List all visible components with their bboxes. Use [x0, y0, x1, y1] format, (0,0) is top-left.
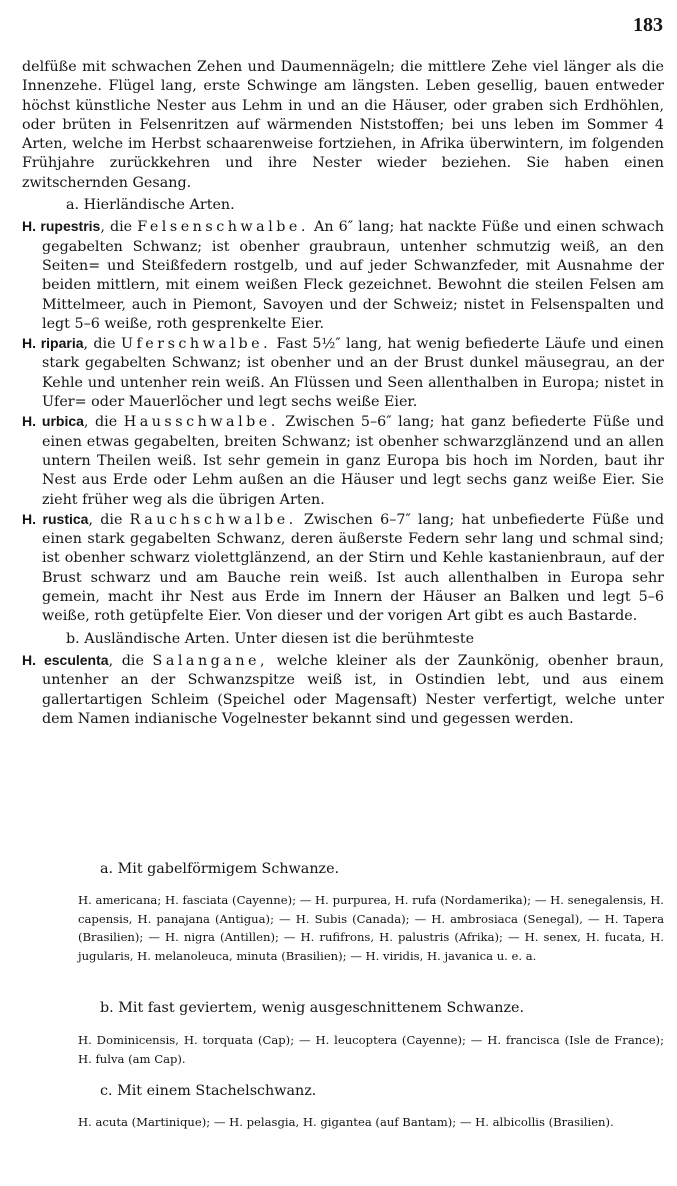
- species-common-name: Felsenschwalbe.: [137, 219, 309, 236]
- species-description: Zwischen 5–6″ lang; hat ganz befiederte Füße und einen etwas gegabelten, breiten Schwanz; ist obenher schwarzglänzend und an allen untern Theilen weiß. Ist sehr gemein in ganz Europa bis hoch im Norden, baut ihr Nest aus Erde oder Lehm außen an die Häuser und legt sechs ganz weiße Eier. Sie zieht früher weg als die übrigen Arten.: [42, 414, 664, 508]
- species-latin-name: H. urbica: [22, 413, 84, 430]
- species-description: An 6″ lang; hat nackte Füße und einen schwach gegabelten Schwanz; ist obenher graubraun, untenher schmutzig weiß, an den Seiten= und Steißfedern rostgelb, und auf jeder Schwanzfeder, mit Ausnahme der beiden mittlern, mit einem weißen Fleck gezeichnet. Bewohnt die steilen Felsen am Mittelmeer, auch in Piemont, Savoyen und der Schweiz; nistet in Felsenspalten und legt 5–6 weiße, roth gesprenkelte Eier.: [42, 219, 664, 332]
- page-number: 183: [633, 14, 663, 36]
- species-common-name: Salangane,: [152, 652, 269, 669]
- subsection-list-forked: H. americana; H. fasciata (Cayenne); — H. purpurea, H. rufa (Nordamerika); — H. senegalensis, H. capensis, H. panajana (Antigua); — H. Subis (Canada); — H. ambrosiaca (Senegal), — H. Tapera (Brasilien); — H. nigra (Antillen); — H. rufifrons, H. palustris (Afrika); — H. senex, H. fucata, H. jugularis, H. melanoleuca, minuta (Brasilien); — H. viridis, H. javanica u. e. a.: [78, 893, 664, 963]
- subsection-heading-square: b. Mit fast geviertem, wenig ausgeschnittenem Schwanze.: [100, 1000, 525, 1016]
- subsection-heading-spiny: c. Mit einem Stachelschwanz.: [100, 1083, 317, 1099]
- species-common-name: Uferschwalbe.: [120, 336, 272, 353]
- species-description: Zwischen 6–7″ lang; hat unbefiederte Füße und einen stark gegabelten Schwanz, deren äußerste Federn sehr lang und schmal sind; ist obenher schwarz violettglänzend, an der Stirn und Kehle kastanienbraun, auf der Brust schwarz und am Bauche rein weiß. Ist auch allenthalben in Europa sehr gemein, macht ihr Nest aus Erde im Innern der Häuser an Balken und legt 5–6 weiße, roth getüpfelte Eier. Von dieser und der vorigen Art gibt es auch Bastarde.: [42, 511, 664, 625]
- species-entry: H. rustica, die Rauchschwalbe. Zwischen 6–7″ lang; hat unbefiederte Füße und einen stark gegabelten Schwanz, deren äußerste Federn sehr lang und schmal sind; ist obenher schwarz violettglänzend, an der Stirn und Kehle kastanienbraun, auf der Brust schwarz und am Bauche rein weiß. Ist auch allenthalben in Europa sehr gemein, macht ihr Nest aus Erde im Innern der Häuser an Balken und legt 5–6 weiße, roth getüpfelte Eier. Von dieser und der vorigen Art gibt es auch Bastarde.: [22, 510, 664, 625]
- species-description: Fast 5½″ lang, hat wenig befiederte Läufe und einen stark gegabelten Schwanz; ist obenher und an der Brust dunkel mäusegrau, an der Kehle und untenher rein weiß. An Flüssen und Seen allenthalben in Europa; nistet in Ufer= oder Mauerlöcher und legt sechs weiße Eier.: [42, 336, 664, 411]
- species-entry-esculenta: H. esculenta, die Salangane, welche kleiner als der Zaunkönig, obenher braun, untenher an der Schwanzspitze weiß ist, in Ostindien lebt, und aus einem gallertartigen Schleim (Speichel oder Magensaft) Nester verfertigt, welche unter dem Namen indianische Vogelnester bekannt sind und gegessen werden.: [22, 651, 664, 727]
- species-common-name: Rauchschwalbe.: [129, 511, 297, 528]
- section-heading-native: a. Hierländische Arten.: [66, 197, 235, 214]
- intro-paragraph: delfüße mit schwachen Zehen und Daumennägeln; die mittlere Zehe viel länger als die Innenzehe. Flügel lang, erste Schwinge am längsten. Leben gesellig, bauen entweder höchst künstliche Nester aus Lehm in und an die Häuser, oder graben sich Erdhöhlen, oder brüten in Felsenritzen auf wärmenden Niststoffen; bei uns leben im Sommer 4 Arten, welche im Herbst schaarenweise fortziehen, in Afrika überwintern, im folgenden Frühjahre zurückkehren und ihre Nester wieder beziehen. Sie haben einen zwitschernden Gesang.: [22, 59, 664, 191]
- species-latin-name: H. rupestris: [22, 218, 101, 235]
- species-description: welche kleiner als der Zaunkönig, obenher braun, untenher an der Schwanzspitze weiß ist, in Ostindien lebt, und aus einem gallertartigen Schleim (Speichel oder Magensaft) Nester verfertigt, welche unter dem Namen indianische Vogelnester bekannt sind und gegessen werden.: [42, 652, 664, 727]
- species-entry: H. urbica, die Hausschwalbe. Zwischen 5–6″ lang; hat ganz befiederte Füße und einen etwas gegabelten, breiten Schwanz; ist obenher schwarzglänzend und an allen untern Theilen weiß. Ist sehr gemein in ganz Europa bis hoch im Norden, baut ihr Nest aus Erde oder Lehm außen an die Häuser und legt sechs ganz weiße Eier. Sie zieht früher weg als die übrigen Arten.: [22, 413, 664, 508]
- subsection-list-square: H. Dominicensis, H. torquata (Cap); — H. leucoptera (Cayenne); — H. francisca (Isle de France); H. fulva (am Cap).: [78, 1033, 664, 1066]
- species-latin-name: H. esculenta: [22, 651, 109, 668]
- main-text: [22, 58, 664, 729]
- species-latin-name: H. rustica: [22, 510, 89, 527]
- species-latin-name: H. riparia: [22, 335, 84, 352]
- species-entry: H. riparia, die Uferschwalbe. Fast 5½″ lang, hat wenig befiederte Läufe und einen stark gegabelten Schwanz; ist obenher und an der Brust dunkel mäusegrau, an der Kehle und untenher rein weiß. An Flüssen und Seen allenthalben in Europa; nistet in Ufer= oder Mauerlöcher und legt sechs weiße Eier.: [22, 335, 664, 411]
- subsection-heading-forked: a. Mit gabelförmigem Schwanze.: [100, 861, 340, 877]
- section-heading-foreign: b. Ausländische Arten. Unter diesen ist die berühmteste: [66, 630, 475, 647]
- species-entry: H. rupestris, die Felsenschwalbe. An 6″ lang; hat nackte Füße und einen schwach gegabelten Schwanz; ist obenher graubraun, untenher schmutzig weiß, an den Seiten= und Steißfedern rostgelb, und auf jeder Schwanzfeder, mit Ausnahme der beiden mittlern, mit einem weißen Fleck gezeichnet. Bewohnt die steilen Felsen am Mittelmeer, auch in Piemont, Savoyen und der Schweiz; nistet in Felsenspalten und legt 5–6 weiße, roth gesprenkelte Eier.: [22, 218, 664, 332]
- subsection-list-spiny: H. acuta (Martinique); — H. pelasgia, H. gigantea (auf Bantam); — H. albicollis (Brasilien).: [78, 1115, 614, 1129]
- species-common-name: Hausschwalbe.: [123, 414, 279, 431]
